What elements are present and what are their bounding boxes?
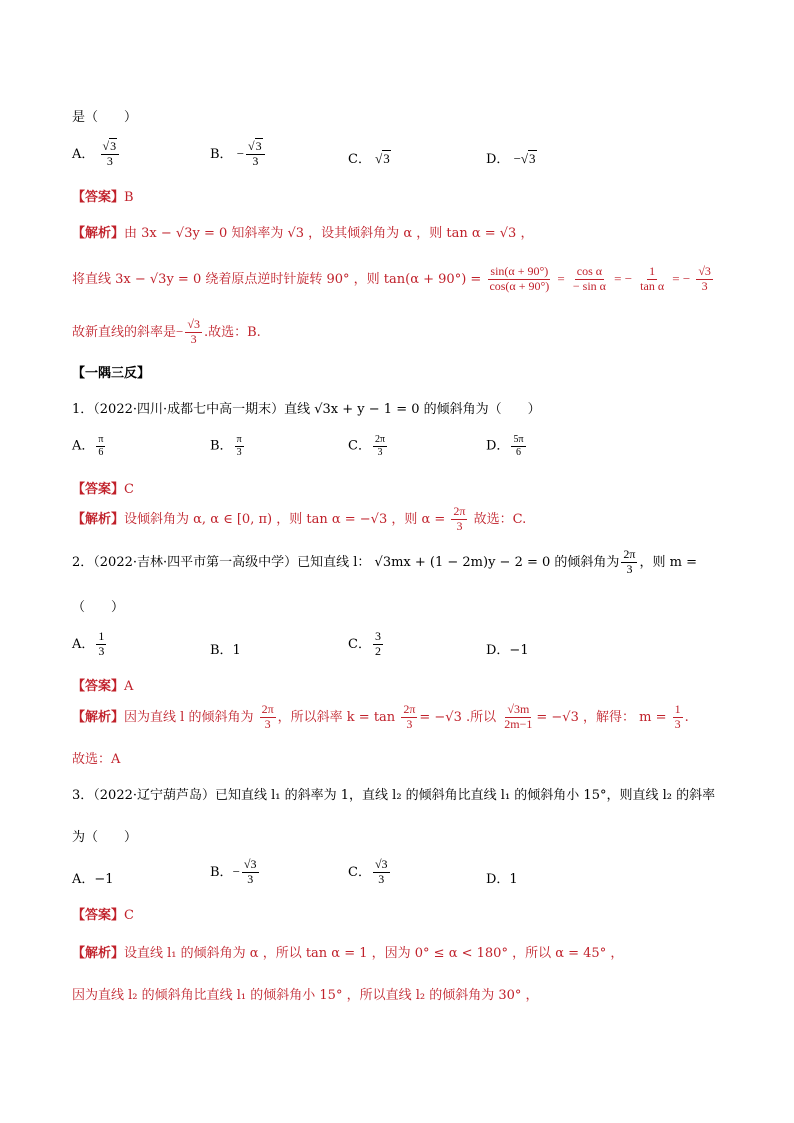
q2-analysis: 【解析】因为直线 l 的倾斜角为 $\frac{2\pi}{3}$ ，所以斜率 k = tan $\frac{2\pi}{3}$ = −√3 .所以 $\frac{√3m}{2m-1}$ = −√3 ，解得： m = $\frac{1}{3}$ .: [72, 702, 689, 731]
q3-answer-line: 【答案】C: [72, 908, 134, 923]
q3-stem-2: 为（ ）: [72, 830, 138, 845]
q2-stem-2: （ ）: [72, 600, 125, 615]
analysis-line-2: 将直线 3x − √3y = 0 绕着原点逆时针旋转 90° ，则 tan(α + 90°) = $\frac{\sin(\alpha + 90^\circ)}{\cos(\alpha + 90^\circ)}$ = $\frac{\text{cos α}}{\text{− sin α}}$ = − $\frac{1}{\text{tan α}}$ = − $\frac{√3}{3}$: [72, 264, 711, 293]
q1-option-a: A． $\frac{\pi}{6}$: [72, 434, 104, 458]
answer-tag: 【答案】: [72, 190, 125, 205]
q2-answer-line: 【答案】A: [72, 679, 134, 694]
option-a: A． $\frac{√3}{3}$: [72, 140, 121, 169]
q3-option-a: A．−1: [72, 872, 114, 887]
answer-value: B: [124, 190, 134, 205]
option-c: C． √3: [348, 151, 390, 167]
analysis-line-3: 故新直线的斜率是− $\frac{√3}{3}$ .故选：B.: [72, 317, 261, 346]
q2-conclusion: 故选：A: [72, 752, 121, 767]
q3-option-b: B．− $\frac{√3}{3}$: [210, 857, 257, 886]
q2-option-c: C． $\frac{3}{2}$: [348, 629, 381, 658]
q1-option-c: C． $\frac{2\pi}{3}$: [348, 434, 386, 458]
option-b: B． − $\frac{√3}{3}$: [210, 140, 267, 169]
q1-option-b: B． $\frac{\pi}{3}$: [210, 434, 242, 458]
q2-option-b: B．1: [210, 643, 241, 658]
option-d: D． −√3: [486, 151, 536, 167]
q3-option-c: C． $\frac{√3}{3}$: [348, 857, 388, 886]
q2-option-a: A． $\frac{1}{3}$: [72, 629, 105, 658]
q3-option-d: D．1: [486, 872, 518, 887]
q3-analysis-2: 因为直线 l₂ 的倾斜角比直线 l₁ 的倾斜角小 15° ，所以直线 l₂ 的倾斜角为 30° ，: [72, 988, 539, 1003]
question-tail: 是（ ）: [72, 110, 138, 125]
q1-answer-line: 【答案】C: [72, 482, 134, 497]
q2-stem: 2．（2022·吉林·四平市第一高级中学）已知直线 l： √3mx + (1 − 2m)y − 2 = 0 的倾斜角为 $\frac{2\pi}{3}$ ，则 m =: [72, 547, 697, 576]
q1-stem: 1．（2022·四川·成都七中高一期末）直线 √3x + y − 1 = 0 的倾斜角为（ ）: [72, 402, 541, 417]
q1-option-d: D． $\frac{5\pi}{6}$: [486, 434, 524, 458]
section-title: 【一隅三反】: [72, 366, 151, 381]
q3-analysis-1: 【解析】设直线 l₁ 的倾斜角为 α ，所以 tan α = 1 ，因为 0° ≤ α < 180° ，所以 α = 45° ，: [72, 946, 624, 961]
q1-analysis: 【解析】设倾斜角为 α, α ∈ [0, π) ，则 tan α = −√3 ，则 α = $\frac{2\pi}{3}$ 故选：C.: [72, 504, 527, 533]
answer-line: [72, 186, 134, 205]
q2-option-d: D．−1: [486, 643, 529, 658]
q3-stem-1: 3．（2022·辽宁葫芦岛）已知直线 l₁ 的斜率为 1，直线 l₂ 的倾斜角比直线 l₁ 的倾斜角小 15°，则直线 l₂ 的斜率: [72, 788, 716, 803]
analysis-line-1: 【解析】由 3x − √3y = 0 知斜率为 √3 ，设其倾斜角为 α ，则 tan α = √3 ，: [72, 226, 534, 241]
